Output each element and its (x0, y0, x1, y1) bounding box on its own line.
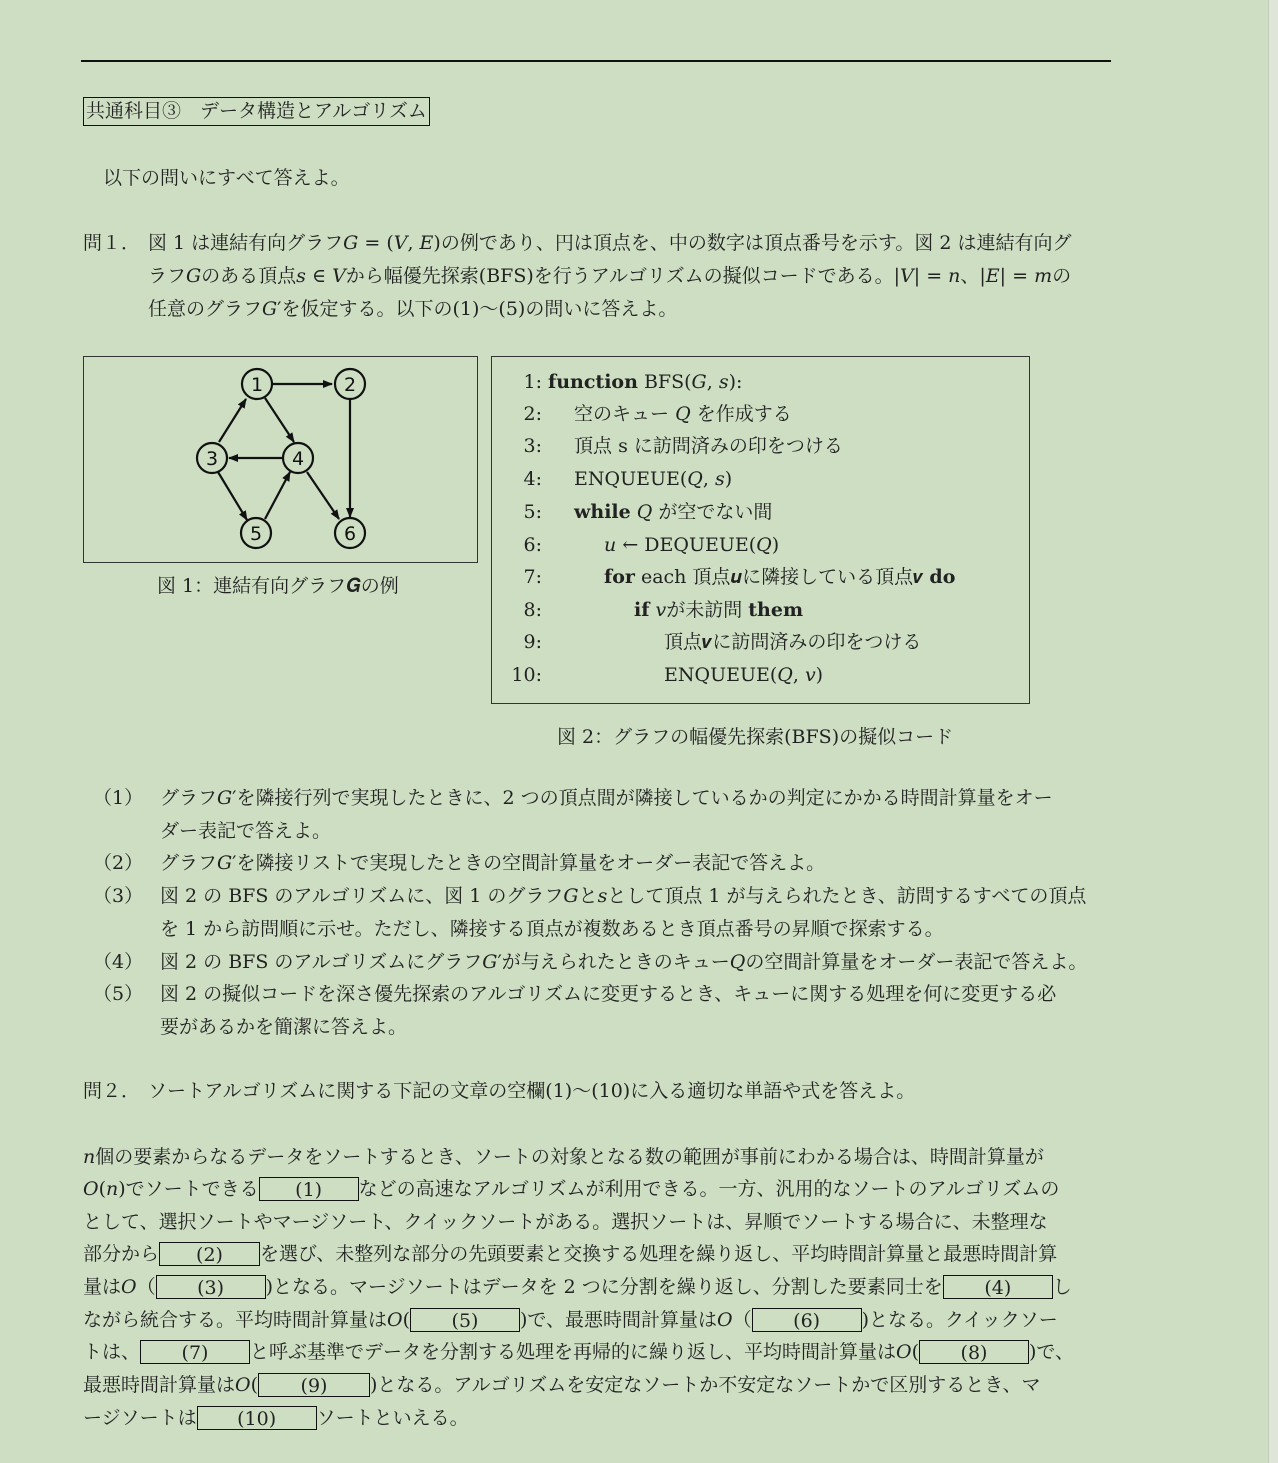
blank-2: (2) (159, 1242, 260, 1266)
node-label-2: 2 (343, 374, 357, 396)
para-text: などの高速なアルゴリズムが利用できる。一方、汎用的なソートのアルゴリズムの (358, 1178, 1060, 1200)
subq-4-label: （4） (93, 951, 144, 973)
para-text: )で、 (1029, 1341, 1075, 1363)
para-row-3: として、選択ソートやマージソート、クイックソートがある。選択ソートは、昇順でソートする場合に、未整理な (83, 1211, 1048, 1233)
q1-line2: ラフ𝐺のある頂点𝑠 ∈ 𝑉から幅優先探索(BFS)を行うアルゴリズムの擬似コードである。|𝑉| = 𝑛、|𝐸| = 𝑚の (148, 265, 1072, 287)
q1-label: 問１． (83, 232, 141, 254)
keyword: if (634, 599, 650, 621)
line-number: 8: (523, 599, 542, 621)
header-rule (81, 60, 1111, 62)
subq-4-line1: 図 2 の BFS のアルゴリズムにグラフ𝐺′が与えられたときのキュー𝑄の空間計算量をオーダー表記で答えよ。 (160, 951, 1088, 973)
line-number: 1: (523, 371, 542, 393)
para-row-8 (83, 1373, 1041, 1397)
para-text: を選び、未整列な部分の先頭要素と交換する処理を繰り返し、平均時間計算量と最悪時間計算 (260, 1243, 1058, 1265)
blank-10: (10) (197, 1406, 317, 1430)
para-text: )となる。アルゴリズムを安定なソートか不安定なソートかで区別するとき、マ (370, 1374, 1041, 1396)
para-text: ながら統合する。平均時間計算量は𝑂( (83, 1309, 410, 1331)
para-row-4 (83, 1242, 1057, 1266)
code-text: 頂点𝒗に訪問済みの印をつける (664, 631, 922, 653)
code-line-1 (492, 370, 742, 394)
blank-7: (7) (140, 1340, 250, 1364)
para-row-9 (83, 1406, 469, 1430)
subq-5-line2: 要があるかを簡潔に答えよ。 (160, 1016, 408, 1038)
para-text: 量は𝑂（ (83, 1276, 156, 1298)
figure2-frame (491, 356, 1030, 704)
code-line-5 (492, 500, 772, 524)
node-label-6: 6 (343, 523, 357, 545)
q1-line3: 任意のグラフ𝐺′を仮定する。以下の(1)～(5)の問いに答えよ。 (148, 298, 678, 320)
subq-3-line2: を 1 から訪問順に示せ。ただし、隣接する頂点が複数あるとき頂点番号の昇順で探索する。 (160, 918, 944, 940)
para-text: ソートといえる。 (316, 1407, 469, 1429)
code-text: ENQUEUE(𝑄, 𝑠) (574, 468, 733, 490)
blank-4: (4) (943, 1275, 1053, 1299)
keyword: them (748, 599, 804, 621)
edge-3-5 (218, 472, 247, 520)
edge-1-4 (265, 398, 294, 442)
code-text: BFS( (637, 371, 692, 393)
q1-line1: 図 1 は連結有向グラフ𝐺 = (𝑉, 𝐸)の例であり、円は頂点を、中の数字は頂点番号を示す。図 2 は連結有向グ (148, 232, 1072, 254)
code-text: each 頂点𝒖に隣接している頂点𝒗 (634, 566, 930, 588)
blank-8: (8) (919, 1340, 1029, 1364)
code-line-8 (492, 598, 803, 622)
line-number: 2: (523, 403, 542, 425)
code-text: 空のキュー 𝑄 を作成する (574, 403, 792, 425)
node-label-1: 1 (250, 374, 264, 396)
node-label-4: 4 (291, 448, 305, 470)
subq-5-line1: 図 2 の擬似コードを深さ優先探索のアルゴリズムに変更するとき、キューに関する処理を何に変更する必 (160, 983, 1057, 1005)
code-text: ENQUEUE(𝑄, 𝑣) (664, 664, 824, 686)
q2-label: 問２． (83, 1080, 141, 1102)
code-var: s (718, 371, 729, 393)
code-text: 𝑄 が空でない間 (630, 501, 773, 523)
para-row-2 (83, 1177, 1059, 1201)
para-row-6 (83, 1308, 1058, 1332)
edge-3-1 (219, 399, 246, 442)
blank-3: (3) (156, 1275, 266, 1299)
para-text: ージソートは (83, 1407, 197, 1429)
edge-5-4 (265, 472, 290, 519)
para-row-7 (83, 1340, 1074, 1364)
subq-3-line1: 図 2 の BFS のアルゴリズムに、図 1 のグラフ𝐺と𝑠として頂点 1 が与えられたとき、訪問するすべての頂点 (160, 885, 1087, 907)
code-var: G (691, 371, 707, 393)
q2-text: ソートアルゴリズムに関する下記の文章の空欄(1)～(10)に入る適切な単語や式を答えよ。 (148, 1080, 916, 1102)
figure2-caption: 図 2：グラフの幅優先探索(BFS)の擬似コード (557, 726, 954, 748)
subq-1-label: （1） (93, 787, 144, 809)
code-line-2 (492, 402, 792, 426)
code-line-7 (492, 565, 955, 589)
para-text: 最悪時間計算量は𝑂( (83, 1374, 258, 1396)
code-line-6 (492, 533, 779, 557)
para-text: 部分から (83, 1243, 160, 1265)
code-text: ): (728, 371, 743, 393)
code-text: 𝑣が未訪問 (649, 599, 749, 621)
line-number: 9: (523, 631, 542, 653)
figure1-frame (83, 356, 478, 563)
line-number: 10: (511, 664, 542, 686)
code-text: 頂点 s に訪問済みの印をつける (574, 435, 843, 457)
code-line-4 (492, 467, 732, 491)
para-text: と呼ぶ基準でデータを分割する処理を再帰的に繰り返し、平均時間計算量は𝑂( (250, 1341, 920, 1363)
line-number: 5: (523, 501, 542, 523)
para-row-5 (83, 1275, 1072, 1299)
keyword: function (548, 371, 638, 393)
blank-1: (1) (259, 1177, 359, 1201)
para-row-1: 𝑛個の要素からなるデータをソートするとき、ソートの対象となる数の範囲が事前にわかる場合は、時間計算量が (83, 1146, 1044, 1168)
blank-9: (9) (258, 1373, 370, 1397)
line-number: 4: (523, 468, 542, 490)
subq-2-line1: グラフ𝐺′を隣接リストで実現したときの空間計算量をオーダー表記で答えよ。 (160, 852, 826, 874)
subq-5-label: （5） (93, 983, 144, 1005)
figure1-graph (84, 357, 479, 564)
para-text: し (1052, 1276, 1072, 1298)
figure1-caption: 図 1：連結有向グラフ𝑮の例 (157, 575, 399, 597)
code-text: , (706, 371, 719, 393)
code-line-10 (492, 663, 823, 687)
scrollbar-track[interactable] (1268, 0, 1278, 1463)
subq-1-line1: グラフ𝐺′を隣接行列で実現したときに、2 つの頂点間が隣接しているかの判定にかかる時間計算量をオー (160, 787, 1053, 809)
node-label-5: 5 (249, 523, 263, 545)
keyword: do (929, 566, 956, 588)
para-text: )となる。クイックソー (861, 1309, 1058, 1331)
blank-6: (6) (752, 1308, 862, 1332)
line-number: 3: (523, 435, 542, 457)
code-text: 𝑢 ← DEQUEUE(𝑄) (604, 534, 780, 556)
line-number: 7: (523, 566, 542, 588)
blank-5: (5) (410, 1308, 520, 1332)
para-text: 𝑂(𝑛)でソートできる (83, 1178, 259, 1200)
subq-2-label: （2） (93, 852, 144, 874)
keyword: for (604, 566, 635, 588)
edge-4-6 (307, 472, 339, 519)
node-label-3: 3 (205, 448, 219, 470)
subq-1-line2: ダー表記で答えよ。 (160, 820, 332, 842)
code-line-3 (492, 434, 843, 458)
keyword: while (574, 501, 631, 523)
subq-3-label: （3） (93, 885, 144, 907)
para-text: トは、 (83, 1341, 141, 1363)
intro-text: 以下の問いにすべて答えよ。 (103, 167, 350, 189)
code-line-9 (492, 630, 921, 654)
subject-title: 共通科目③ データ構造とアルゴリズム (83, 97, 430, 126)
line-number: 6: (523, 534, 542, 556)
para-text: )で、最悪時間計算量は𝑂（ (520, 1309, 752, 1331)
para-text: )となる。マージソートはデータを 2 つに分割を繰り返し、分割した要素同士を (265, 1276, 943, 1298)
